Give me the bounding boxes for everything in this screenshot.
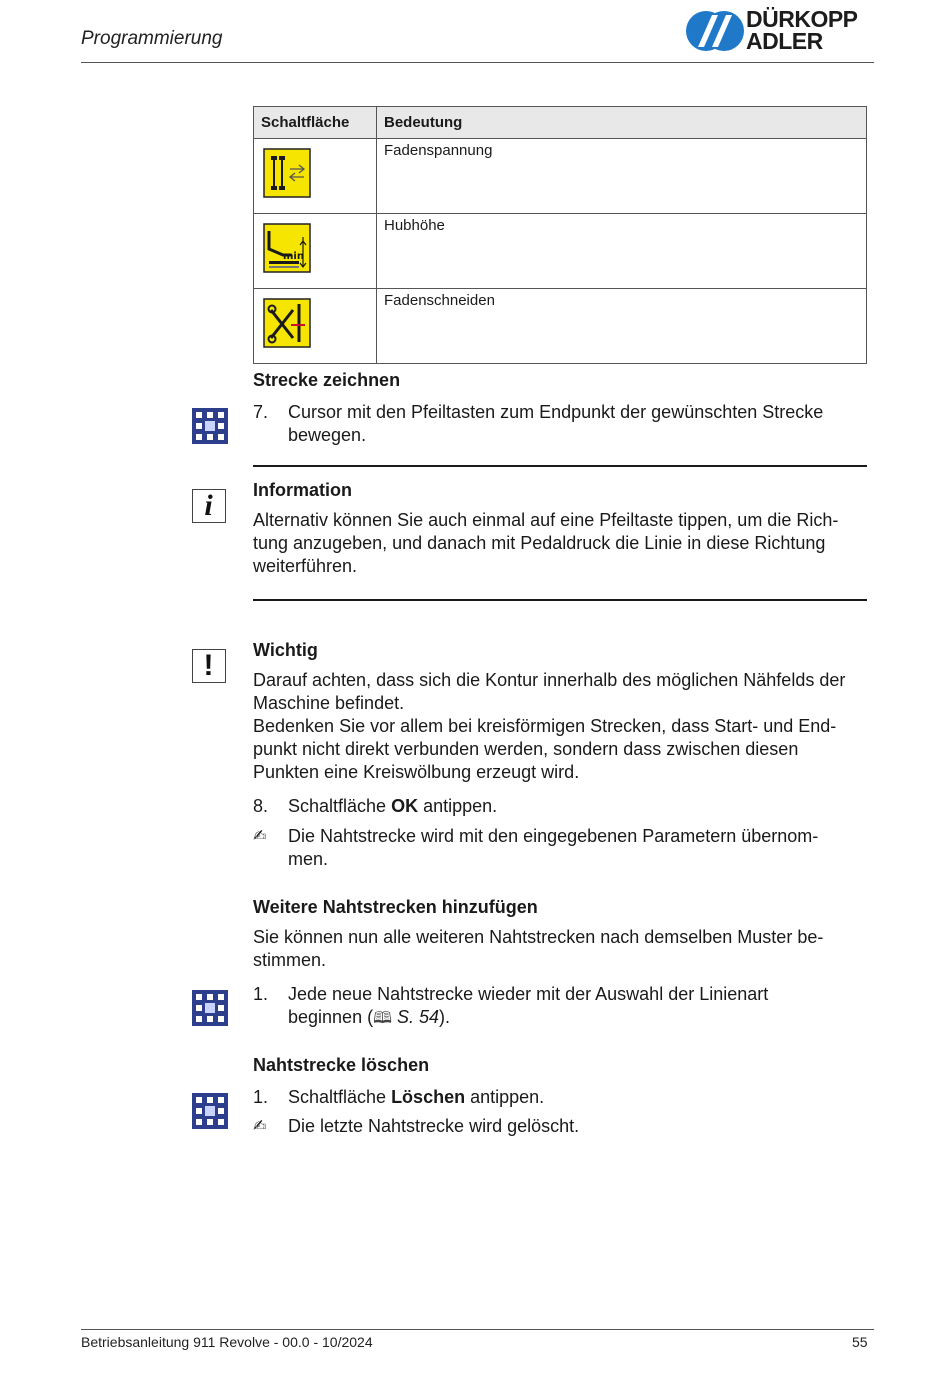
warning-icon bbox=[192, 649, 226, 683]
footer-rule bbox=[81, 1329, 874, 1330]
info-top-rule bbox=[253, 465, 867, 467]
info-heading: Information bbox=[253, 480, 352, 500]
info-icon bbox=[192, 489, 226, 523]
result-text: Die letzte Nahtstrecke wird gelöscht. bbox=[288, 1116, 580, 1136]
ok-button-label: OK bbox=[391, 796, 419, 816]
section2-step-1 bbox=[253, 983, 867, 1029]
keypad-icon bbox=[192, 1093, 228, 1129]
section3-step-1 bbox=[253, 1086, 867, 1109]
brand-logo bbox=[686, 6, 876, 56]
header-rule bbox=[81, 62, 874, 63]
table-header-button: Schaltfläche bbox=[254, 107, 377, 139]
result-text-line: men. bbox=[288, 849, 329, 869]
table-header-meaning: Bedeutung bbox=[377, 107, 867, 139]
step-number: 1. bbox=[253, 1087, 269, 1107]
info-text-line: Alternativ können Sie auch einmal auf eine Pfeiltaste tippen, um die Rich- bbox=[253, 510, 839, 530]
result-arrow-icon: ✍ bbox=[253, 828, 267, 845]
info-bottom-rule bbox=[253, 599, 867, 601]
thread-cutting-icon bbox=[263, 298, 311, 348]
header-title: Programmierung bbox=[81, 28, 223, 49]
step-text: Schaltfläche bbox=[288, 796, 392, 816]
step-number: 7. bbox=[253, 402, 269, 422]
step-8 bbox=[253, 795, 867, 818]
delete-button-label: Löschen bbox=[391, 1087, 466, 1107]
footer-document-title: Betriebsanleitung 911 Revolve - 00.0 - 10/2024 bbox=[81, 1334, 373, 1350]
warning-heading: Wichtig bbox=[253, 640, 318, 660]
thread-tension-icon bbox=[263, 148, 311, 198]
step-text: antippen. bbox=[465, 1087, 545, 1107]
info-icon-glyph: i bbox=[204, 489, 213, 522]
page-reference-link[interactable]: S. 54 bbox=[391, 1007, 439, 1027]
book-reference-icon: 🕮 bbox=[373, 1008, 392, 1027]
section2-text bbox=[253, 926, 867, 972]
step-number: 1. bbox=[253, 984, 269, 1004]
table-cell-icon bbox=[254, 289, 377, 364]
step-number: 8. bbox=[253, 796, 269, 816]
warning-text-line: Punkten eine Kreiswölbung erzeugt wird. bbox=[253, 762, 580, 782]
table-row bbox=[254, 289, 867, 364]
section-heading-nahtstrecke-loeschen: Nahtstrecke löschen bbox=[253, 1055, 430, 1075]
warning-text-line: Maschine befindet. bbox=[253, 693, 405, 713]
info-text bbox=[253, 509, 867, 578]
table-cell-meaning: Fadenspannung bbox=[377, 139, 867, 214]
table-cell-meaning: Fadenschneiden bbox=[377, 289, 867, 364]
stroke-height-icon bbox=[263, 223, 311, 273]
table-header-row bbox=[254, 107, 867, 139]
section2-text-line: Sie können nun alle weiteren Nahtstrecken nach demselben Muster be- bbox=[253, 927, 824, 947]
step-text: antippen. bbox=[418, 796, 498, 816]
footer-page-number: 55 bbox=[852, 1334, 868, 1350]
table-row bbox=[254, 139, 867, 214]
warning-text-line: Bedenken Sie vor allem bei kreisförmigen Strecken, dass Start- und End- bbox=[253, 716, 837, 736]
step-text-line bbox=[288, 1006, 867, 1029]
warning-text-line: Darauf achten, dass sich die Kontur innerhalb des möglichen Nähfelds der bbox=[253, 670, 846, 690]
brand-name-line1: DÜRKOPP bbox=[746, 6, 858, 32]
step-text-line: bewegen. bbox=[288, 425, 367, 445]
info-text-line: weiterführen. bbox=[253, 556, 358, 576]
warning-text-line: punkt nicht direkt verbunden werden, sondern dass zwischen diesen bbox=[253, 739, 799, 759]
section3-result bbox=[253, 1115, 867, 1138]
warning-text bbox=[253, 669, 867, 784]
step-7 bbox=[253, 401, 867, 447]
step-text: Schaltfläche bbox=[288, 1087, 392, 1107]
result-text-line: Die Nahtstrecke wird mit den eingegebenen Parametern übernom- bbox=[288, 826, 819, 846]
table-cell-icon bbox=[254, 214, 377, 289]
brand-logo-icon bbox=[686, 7, 744, 55]
step-text-line: Jede neue Nahtstrecke wieder mit der Auswahl der Linienart bbox=[288, 984, 769, 1004]
table-row bbox=[254, 214, 867, 289]
table-cell-meaning: Hubhöhe bbox=[377, 214, 867, 289]
section2-text-line: stimmen. bbox=[253, 950, 327, 970]
brand-name-line2: ADLER bbox=[746, 28, 823, 54]
svg-text:min: min bbox=[283, 251, 304, 262]
section-heading-strecke-zeichnen: Strecke zeichnen bbox=[253, 370, 401, 390]
step-8-result bbox=[253, 825, 867, 871]
step-text: beginnen ( bbox=[288, 1007, 374, 1027]
result-arrow-icon: ✍ bbox=[253, 1118, 267, 1135]
table-cell-icon bbox=[254, 139, 377, 214]
button-meaning-table bbox=[253, 106, 867, 364]
info-text-line: tung anzugeben, und danach mit Pedaldruck die Linie in diese Richtung bbox=[253, 533, 826, 553]
step-text-line: Cursor mit den Pfeiltasten zum Endpunkt der gewünschten Strecke bbox=[288, 402, 824, 422]
keypad-icon bbox=[192, 990, 228, 1026]
section-heading-weitere-nahtstrecken: Weitere Nahtstrecken hinzufügen bbox=[253, 897, 538, 917]
keypad-icon bbox=[192, 408, 228, 444]
warning-icon-glyph: ! bbox=[203, 649, 214, 682]
step-text: ). bbox=[438, 1007, 450, 1027]
